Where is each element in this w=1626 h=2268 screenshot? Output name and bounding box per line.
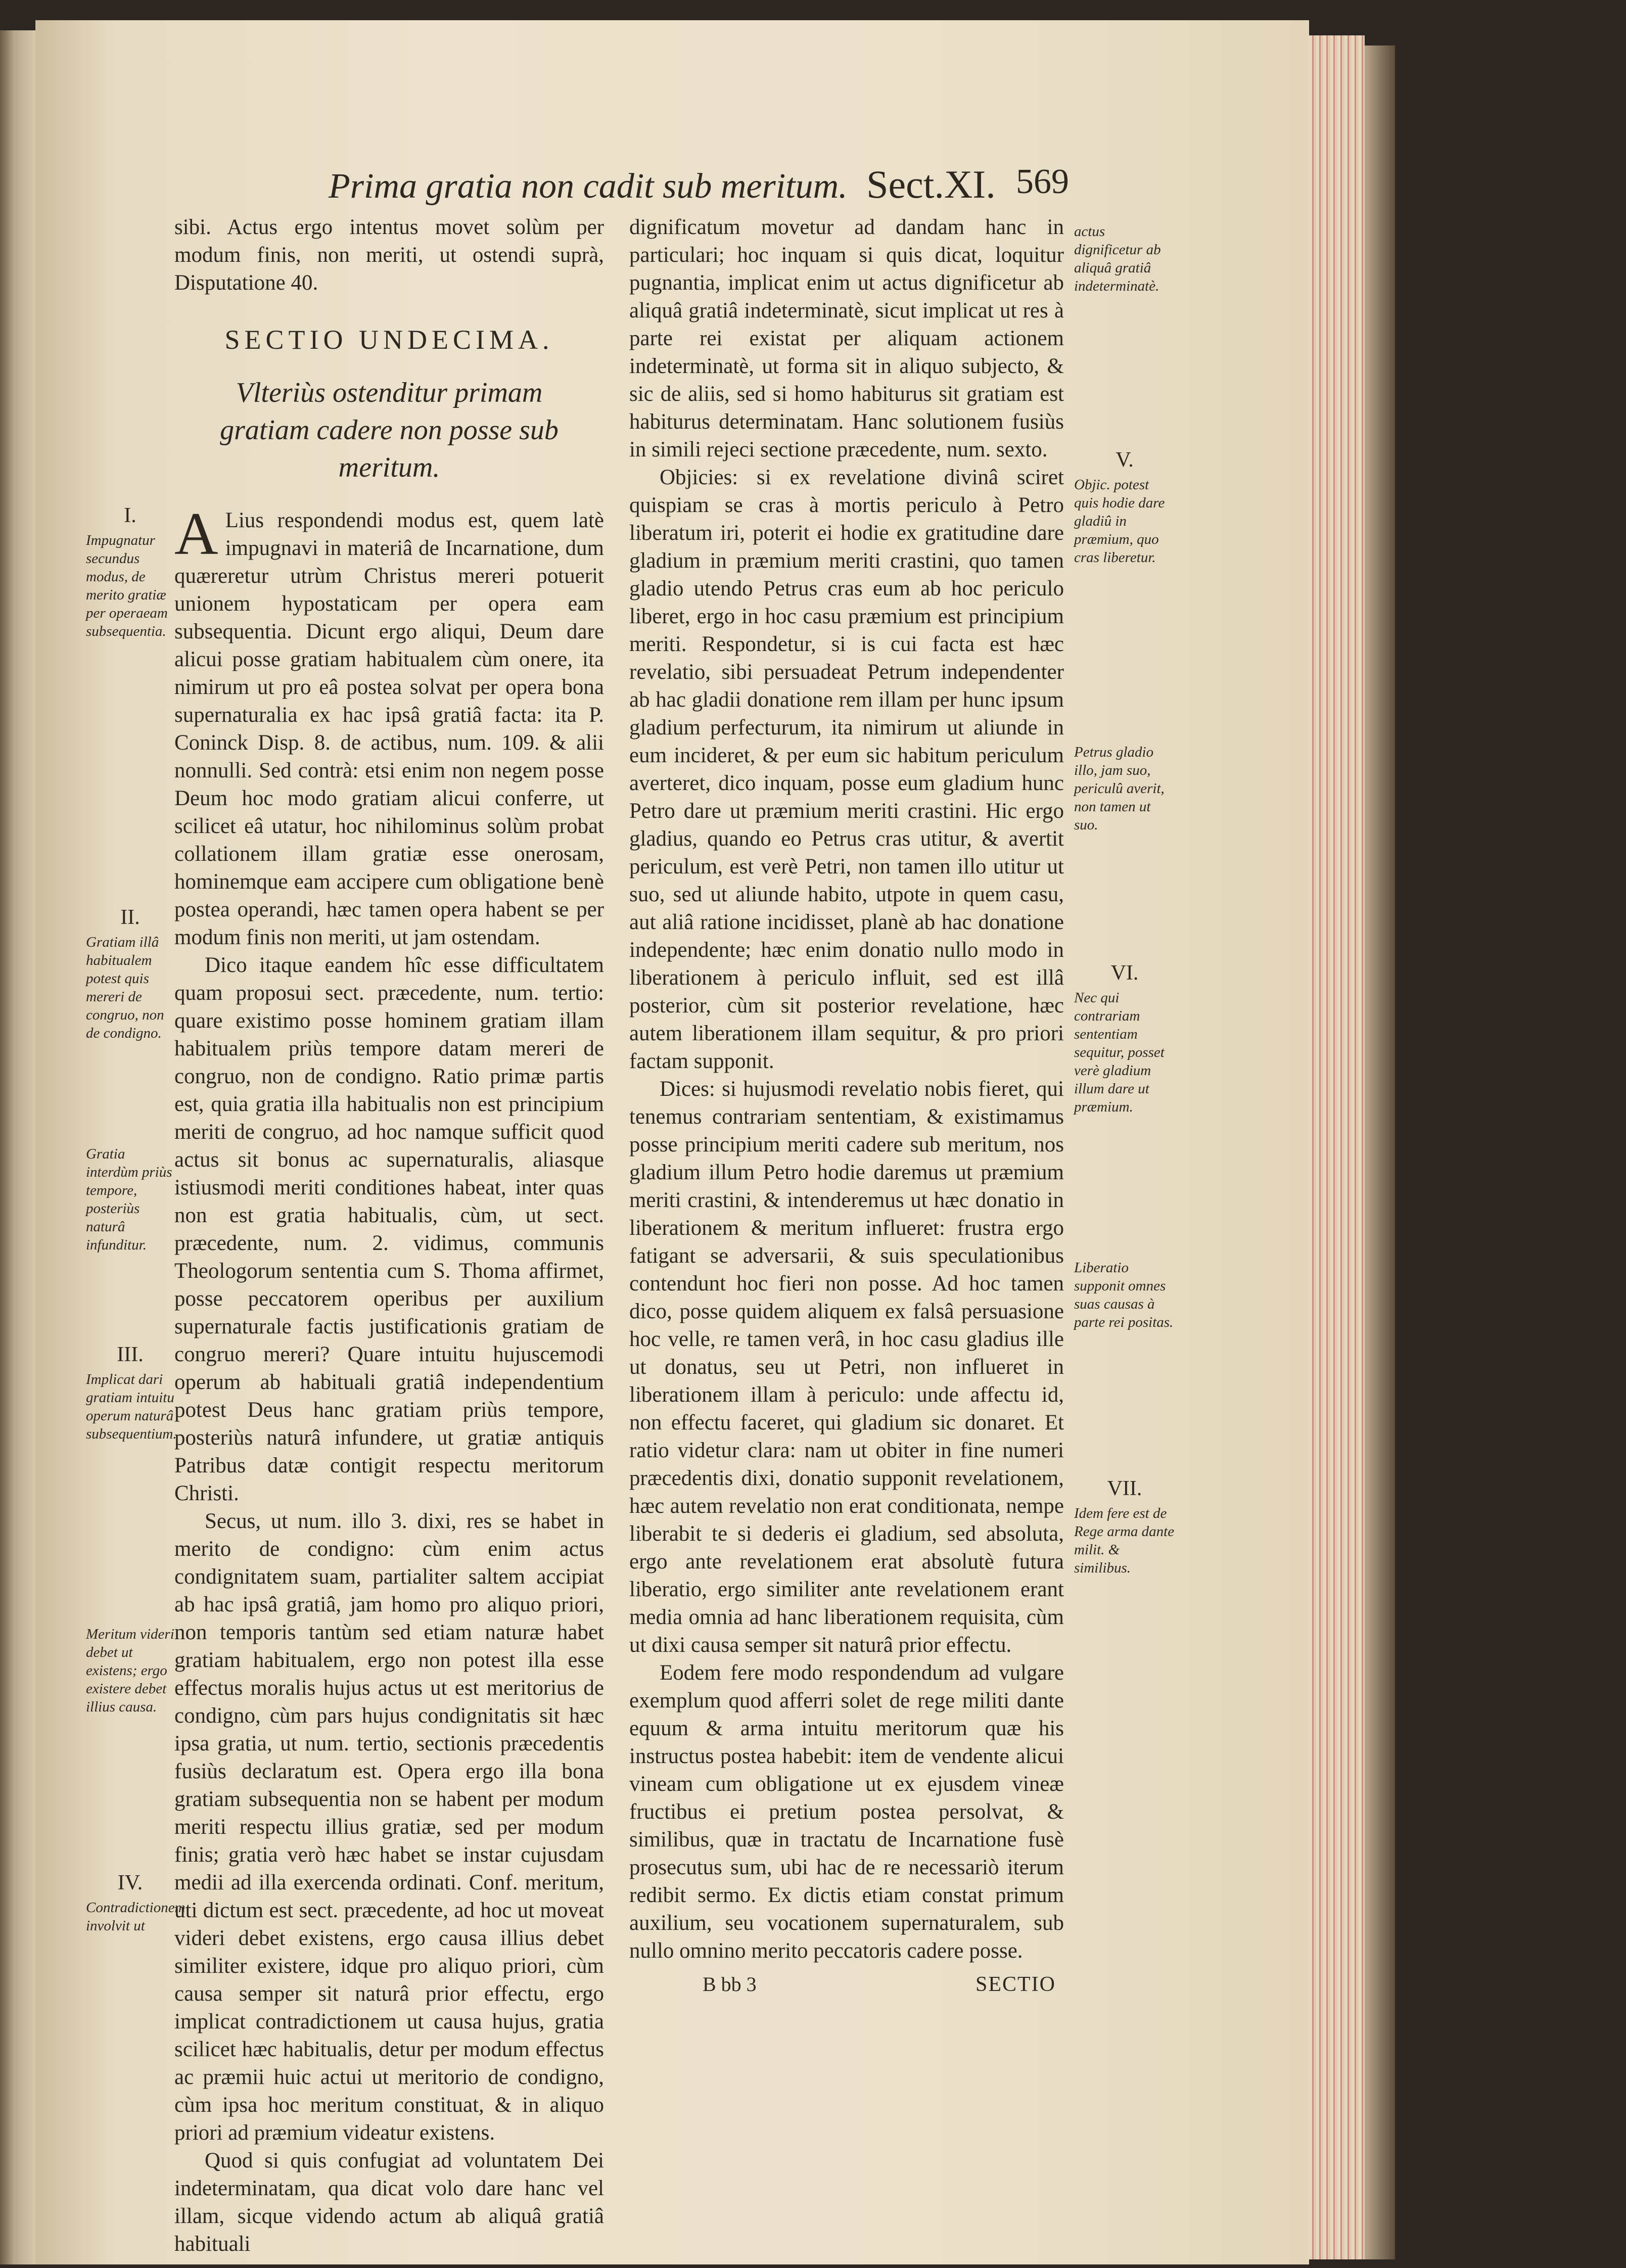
right-margin-note-1: [1074, 222, 1175, 295]
left-margin-note-3: [86, 1145, 174, 1254]
note-numeral: VI.: [1110, 961, 1139, 985]
left-margin-note-4: [86, 1342, 177, 1443]
right-column: [629, 213, 1064, 1965]
paragraph-8: Eodem fere modo respondendum ad vulgare exemplum quod afferri solet de rege militi dante equum & arma intuitu meritorum quæ his instructus postea habebit: item de vendente alicui vineam cum obligatione ut ex ejusdem vineæ fructibus ei pretium postea persolvat, & similibus, quæ in tractatu de Incarnatione fusè prosecutus sum, ubi hac de re necessariò iterum redibit sermo. Ex dictis etiam constat primum auxilium, seu vocationem supernaturalem, sub nullo omnino merito peccatoris cadere posse.: [629, 1661, 1064, 1963]
note-numeral: IV.: [117, 1871, 143, 1894]
note-text: Impugnatur secundus modus, de merito gratiæ per operaeam subsequentia.: [86, 532, 168, 639]
note-text: actus dignificetur ab aliquâ gratiâ indeterminatè.: [1074, 223, 1161, 294]
note-text: Objic. potest quis hodie dare gladiû in præmium, quo cras liberetur.: [1074, 477, 1165, 566]
facing-page-edge: [0, 30, 35, 2264]
left-margin-note-5: [86, 1625, 174, 1716]
note-numeral: I.: [124, 504, 136, 527]
paragraph-7: Dices: si hujusmodi revelatio nobis fieret, qui tenemus contrariam sententiam, & existimamus posse principium meriti cadere sub meritum, nos gladium illum Petro hodie daremus ut præmium meriti crastini, & intenderemus ut hæc donatio in liberationem & meritum influeret: frustra ergo fatigant se adversarii, & suis speculationibus contendunt hoc fieri non posse. Ad hoc tamen dico, posse quidem aliquem ex falsâ persuasione hoc velle, re tamen verâ, in hoc casu gladius ille ut donatus, seu ut Petri, non influeret in liberationem illam à periculo: unde affectu id, non effectu faceret, qui gladium sic donaret. Et ratio videtur clara: nam ut obiter in fine numeri præcedentis dixi, donatio supponit revelationem, hæc autem revelatio non erat conditionata, nempe liberabit te si dederis ei gladium, sed absoluta, ergo ante revelationem erat absolutè futura liberatio, ergo similiter ante revelationem erant media omnia ad hanc liberationem requisita, cùm ut dixi causa semper sit naturâ prior effectu.: [629, 1077, 1064, 1657]
note-text: Implicat dari gratiam intuitu operum naturâ subsequentium.: [86, 1371, 177, 1442]
note-text: Idem fere est de Rege arma dante milit. & similibus.: [1074, 1505, 1175, 1576]
right-margin-note-6: [1074, 1476, 1175, 1577]
note-text: Gratia interdùm priùs tempore, posteriùs naturâ infunditur.: [86, 1146, 172, 1253]
right-margin-note-5: [1074, 1259, 1175, 1331]
note-numeral: VII.: [1107, 1477, 1142, 1500]
left-margin-note-1: [86, 503, 174, 640]
right-margin-note-4: [1074, 960, 1175, 1116]
paragraph-1: Lius respondendi modus est, quem latè impugnavi in materiâ de Incarnatione, dum quæreretur utrùm Christus mereri potuerit unionem hypostaticam per opera eam subsequentia. Dicunt ergo aliqui, Deum dare alicui posse gratiam habitualem cùm onere, ita nimirum ut pro eâ postea solvat per opera bona supernaturalia ex hac ipsâ gratiâ facta: ita P. Coninck Disp. 8. de actibus, num. 109. & alii nonnulli. Sed contrà: etsi enim non negem posse Deum hoc modo gratiam alicui conferre, ut scilicet eâ utatur, hoc nihilominus solùm probat collationem illam gratiæ esse onerosam, hominemque eam accipere cum obligatione benè postea operandi, hæc tamen opera habent se per modum finis non meriti, ut jam ostendam.: [174, 508, 604, 949]
note-text: Petrus gladio illo, jam suo, periculû averit, non tamen ut suo.: [1074, 744, 1165, 833]
catchword: SECTIO: [975, 1973, 1056, 1996]
note-text: Nec qui contrariam sententiam sequitur, posset verè gladium illum dare ut præmium.: [1074, 990, 1165, 1115]
left-margin-note-2: [86, 905, 174, 1042]
note-numeral: V.: [1116, 448, 1134, 472]
right-margin-note-3: [1074, 743, 1175, 834]
paragraph-4: Quod si quis confugiat ad voluntatem Dei indeterminatam, qua dicat volo dare hanc vel illam, sicque videndo actum ab aliquâ gratiâ habituali: [174, 2149, 604, 2256]
note-text: Gratiam illâ habitualem potest quis mereri de congruo, non de condigno.: [86, 934, 164, 1041]
note-text: Liberatio supponit omnes suas causas à parte rei positas.: [1074, 1260, 1174, 1330]
running-title: Prima gratia non cadit sub meritum.: [329, 167, 848, 206]
running-header: [329, 162, 1087, 207]
paragraph-5: dignificatum movetur ad dandam hanc in particulari; hoc inquam si quis dicat, loquitur pugnantia, implicat enim ut actus dignificetur ab aliquâ gratiâ indeterminatè, sicut implicat ut res à parte rei existat per aliquam actionem indeterminatè, ut forma sit in aliquo subjecto, & sic de aliis, sed si homo habiturus sit gratiam est habiturus determinatam. Hanc solutionem fusiùs in simili rejeci sectione præcedente, num. sexto.: [629, 215, 1064, 461]
book-binding-edge: [1365, 45, 1395, 2259]
section-subtitle: Vlteriùs ostenditur primam gratiam cadere non posse sub meritum.: [220, 377, 559, 483]
page-edges: [1309, 35, 1365, 2259]
section-heading: SECTIO UNDECIMA.: [224, 325, 554, 355]
paragraph-3: Secus, ut num. illo 3. dixi, res se habet in merito de condigno: cùm enim actus condignitatem suam, partialiter saltem accipiat ab hac ipsâ gratiâ, jam homo pro aliquo priori, non temporis tantùm sed etiam naturæ habet gratiam habitualem, ergo non potest illa esse effectus moralis hujus actus ut est meritorius de condigno, cùm pars hujus condignitatis sit hæc ipsa gratia, ut num. tertio, sectionis præcedentis fusiùs declaratum est. Opera ergo illa bona gratiam subsequentia non se habent per modum meriti respectu illius gratiæ, sed per modum finis; gratia verò hæc habet se instar cujusdam medii ad illa exercenda ordinati. Conf. meritum, uti dictum est sect. præcedente, ad hoc ut moveat videri debet existens, ergo causa illius debet similiter existere, idque pro aliquo priori, cùm causa semper sit naturâ prior effectu, ergo implicat contradictionem ut causa hujus, gratia scilicet hæc habitualis, detur per modum effectus ac præmii huic actui ut meritorio de condigno, cùm ipsa hoc meritum constituat, & in aliquo priori ad præmium videatur existens.: [174, 1509, 604, 2145]
paragraph-2: Dico itaque eandem hîc esse difficultatem quam proposui sect. præcedente, num. tertio: quare existimo posse hominem gratiam illam habitualem priùs tempore datam mereri de congruo, non de condigno. Ratio primæ partis est, quia gratia illa habitualis non est principium meriti de congruo, ad hoc namque sufficit quod actus sit bonus ac supernaturalis, aliasque istiusmodi meriti conditiones habeat, inter quas non est gratia habitualis, cùm, ut sect. præcedente, num. 2. vidimus, communis Theologorum sententia cum S. Thoma affirmet, posse peccatorem operibus per auxilium supernaturale factis justificationis gratiam de congruo mereri? Quare intuitu hujuscemodi operum ab habituali gratiâ independentium potest Deus hanc gratiam priùs tempore, posteriùs naturâ infundere, ut gratiæ antiquis Patribus datæ contigit respectu meritorum Christi.: [174, 953, 604, 1505]
note-text: Meritum videri debet ut existens; ergo existere debet illius causa.: [86, 1626, 174, 1715]
left-column: [174, 213, 604, 2258]
section-reference: Sect.XI.: [866, 162, 996, 206]
opening-lines: sibi. Actus ergo intentus movet solùm per modum finis, non meriti, ut ostendi suprà, Disputatione 40.: [174, 215, 604, 295]
paragraph-6: Objicies: si ex revelatione divinâ sciret quispiam se cras à mortis periculo à Petro liberatum iri, poterit ei hodie ex gratitudine dare gladium in præmium meriti crastini, quo tamen gladio utendo Petrus cras eum ab hoc periculo liberet, ergo in hoc casu præmium est principium meriti. Respondetur, si is cui facta est hæc revelatio, sibi persuadeat Petrum independenter ab hac gladii donatione rem illam per hunc ipsum gladium perfecturum, ita nimirum ut aliunde in eum incideret, & per eum sic habitum periculum averteret, dico inquam, posse eum gladium hunc Petro dare ut præmium meriti crastini. Hic ergo gladius, quando eo Petrus cras utitur, & avertit periculum, est verè Petri, non tamen illo utitur ut suo, sed ut aliunde habito, utpote in quem casu, aut aliâ ratione incidisset, planè ab hac donatione independente; hæc enim donatio nullo modo in liberationem à periculo influit, sed est illâ posterior, cùm sit posterior revelatione, hæc autem liberationem illam sequitur, & pro priori factam supponit.: [629, 466, 1064, 1073]
right-margin-note-2: [1074, 447, 1175, 567]
note-numeral: III.: [117, 1343, 144, 1366]
page-number: 569: [1016, 162, 1069, 201]
signature-mark: B bb 3: [703, 1973, 757, 1996]
note-text: Contradictionem involvit ut: [86, 1900, 185, 1934]
note-numeral: II.: [120, 906, 140, 929]
drop-cap: A: [174, 500, 218, 567]
left-margin-note-6: [86, 1870, 185, 1935]
